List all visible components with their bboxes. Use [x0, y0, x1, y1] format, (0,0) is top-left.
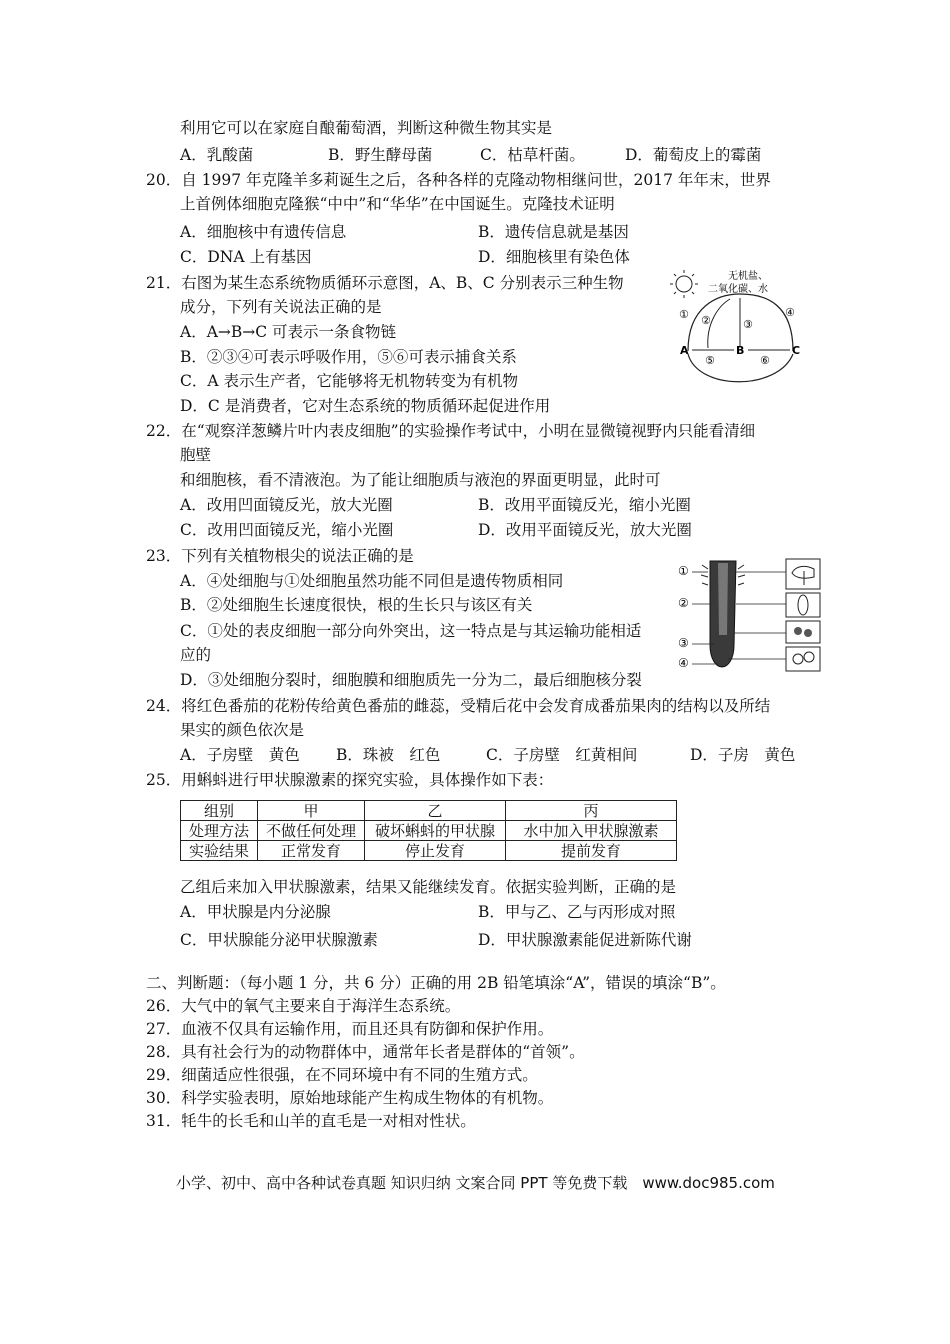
- q20-option-d: D．细胞核里有染色体: [478, 248, 630, 266]
- table-header-cell: 组别: [181, 801, 258, 821]
- experiment-table: [180, 800, 677, 861]
- q23-option-c: C．①处的表皮细胞一部分向外突出，这一特点是与其运输功能相适: [180, 622, 642, 640]
- judge-item: 31．牦牛的长毛和山羊的直毛是一对相对性状。: [146, 1112, 476, 1130]
- diagram-label-5: ⑤: [705, 354, 715, 367]
- diagram-label-4: ④: [785, 306, 795, 319]
- sun-icon: [670, 270, 698, 298]
- q19-stem: 利用它可以在家庭自酿葡萄酒，判断这种微生物其实是: [180, 119, 553, 137]
- q20-option-b: B．遗传信息就是基因: [478, 223, 629, 241]
- q21-stem-line1: 21．右图为某生态系统物质循环示意图，A、B、C 分别表示三种生物: [146, 274, 624, 292]
- q25-after-text: 乙组后来加入甲状腺激素，结果又能继续发育。依据实验判断，正确的是: [180, 878, 677, 896]
- q21-option-c: C．A 表示生产者，它能够将无机物转变为有机物: [180, 372, 518, 390]
- q20-option-a: A．细胞核中有遗传信息: [180, 223, 347, 241]
- q24-stem-line1: 24．将红色番茄的花粉传给黄色番茄的雌蕊，受精后花中会发育成番茄果肉的结构以及所结: [146, 697, 771, 715]
- q19-option-b: B．野生酵母菌: [328, 146, 433, 164]
- root-body: [701, 561, 745, 667]
- q21-option-a: A．A→B→C 可表示一条食物链: [180, 323, 397, 341]
- diagram-node-c: C: [792, 344, 801, 357]
- q25-option-d: D．甲状腺激素能促进新陈代谢: [478, 931, 692, 949]
- root-tip-figure: [678, 555, 823, 675]
- judge-item: 29．细菌适应性很强，在不同环境中有不同的生殖方式。: [146, 1066, 538, 1084]
- cell-detail-1: [786, 559, 820, 589]
- table-cell: 停止发育: [365, 841, 506, 861]
- root-label-2: ②: [678, 596, 689, 610]
- table-row: [181, 821, 677, 841]
- q19-option-d: D．葡萄皮上的霉菌: [625, 146, 762, 164]
- q22-option-a: A．改用凹面镜反光，放大光圈: [180, 496, 393, 514]
- ecosystem-cycle-diagram: [668, 266, 813, 396]
- q22-stem-line3: 和细胞核，看不清液泡。为了能让细胞质与液泡的界面更明显，此时可: [180, 471, 661, 489]
- page-footer: 小学、初中、高中各种试卷真题 知识归纳 文案合同 PPT 等免费下载 www.doc985.com: [176, 1174, 775, 1192]
- root-label-4: ④: [678, 656, 689, 670]
- q22-stem-line1: 22．在“观察洋葱鳞片叶内表皮细胞”的实验操作考试中，小明在显微镜视野内只能看清细: [146, 422, 756, 440]
- q25-stem: 25．用蝌蚪进行甲状腺激素的探究实验，具体操作如下表：: [146, 771, 554, 789]
- q23-option-b: B．②处细胞生长速度很快，根的生长只与该区有关: [180, 596, 533, 614]
- q20-stem-line1: 20．自 1997 年克隆羊多莉诞生之后，各种各样的克隆动物相继问世，2017 年年末，世界: [146, 171, 771, 189]
- diagram-top-label-2: 二氧化碳、水: [708, 284, 768, 295]
- q24-option-b: B．珠被 红色: [336, 746, 441, 764]
- q24-stem-line2: 果实的颜色依次是: [180, 721, 305, 739]
- diagram-label-1: ①: [679, 308, 689, 321]
- diagram-label-3: ③: [743, 318, 753, 331]
- judge-item: 28．具有社会行为的动物群体中，通常年长者是群体的“首领”。: [146, 1043, 585, 1061]
- diagram-node-b: B: [736, 344, 745, 357]
- q23-stem: 23．下列有关植物根尖的说法正确的是: [146, 547, 414, 565]
- q20-stem-line2: 上首例体细胞克隆猴“中中”和“华华”在中国诞生。克隆技术证明: [180, 195, 615, 213]
- root-label-1: ①: [678, 564, 689, 578]
- q24-option-d: D．子房 黄色: [690, 746, 796, 764]
- q19-option-a: A．乳酸菌: [180, 146, 254, 164]
- q21-stem-line2: 成分，下列有关说法正确的是: [180, 298, 382, 316]
- arrow-a-up: [708, 299, 730, 348]
- judge-item: 30．科学实验表明，原始地球能产生构成生物体的有机物。: [146, 1089, 554, 1107]
- q22-option-b: B．改用平面镜反光，缩小光圈: [478, 496, 691, 514]
- table-header-row: [181, 801, 677, 821]
- table-cell: 正常发育: [258, 841, 365, 861]
- judge-item: 27．血液不仅具有运输作用，而且还具有防御和保护作用。: [146, 1020, 554, 1038]
- diagram-top-label-1: 无机盐、: [728, 271, 768, 282]
- judge-item: 26．大气中的氧气主要来自于海洋生态系统。: [146, 997, 461, 1015]
- table-header-cell: 丙: [506, 801, 677, 821]
- table-cell: 提前发育: [506, 841, 677, 861]
- q21-option-b: B．②③④可表示呼吸作用，⑤⑥可表示捕食关系: [180, 348, 517, 366]
- table-row: [181, 841, 677, 861]
- table-cell: 不做任何处理: [258, 821, 365, 841]
- q23-option-a: A．④处细胞与①处细胞虽然功能不同但是遗传物质相同: [180, 572, 564, 590]
- table-cell: 水中加入甲状腺激素: [506, 821, 677, 841]
- table-cell: 实验结果: [181, 841, 258, 861]
- table-cell: 破坏蝌蚪的甲状腺: [365, 821, 506, 841]
- q25-option-b: B．甲与乙、乙与丙形成对照: [478, 903, 676, 921]
- table-header-cell: 甲: [258, 801, 365, 821]
- q21-option-d: D．C 是消费者，它对生态系统的物质循环起促进作用: [180, 397, 551, 415]
- q25-option-a: A．甲状腺是内分泌腺: [180, 903, 331, 921]
- q24-option-a: A．子房壁 黄色: [180, 746, 300, 764]
- q23-option-c-cont: 应的: [180, 646, 212, 664]
- q23-option-d: D．③处细胞分裂时，细胞膜和细胞质先一分为二，最后细胞核分裂: [180, 671, 642, 689]
- root-label-3: ③: [678, 636, 689, 650]
- arc-bottom: [688, 354, 793, 382]
- diagram-label-2: ②: [701, 314, 711, 327]
- cell-detail-4: [786, 647, 820, 671]
- q22-stem-line2: 胞壁: [180, 446, 212, 464]
- cell-detail-2: [786, 593, 820, 617]
- q22-option-c: C．改用凹面镜反光，缩小光圈: [180, 521, 394, 539]
- q20-option-c: C．DNA 上有基因: [180, 248, 312, 266]
- cell-detail-3: [786, 621, 820, 643]
- table-cell: 处理方法: [181, 821, 258, 841]
- q24-option-c: C．子房壁 红黄相间: [486, 746, 638, 764]
- section2-heading: 二、判断题：（每小题 1 分，共 6 分）正确的用 2B 铅笔填涂“A”，错误的填涂“B”。: [146, 974, 726, 992]
- diagram-label-6: ⑥: [760, 354, 770, 367]
- table-header-cell: 乙: [365, 801, 506, 821]
- q25-option-c: C．甲状腺能分泌甲状腺激素: [180, 931, 378, 949]
- q19-option-c: C．枯草杆菌。: [480, 146, 585, 164]
- diagram-node-a: A: [680, 344, 689, 357]
- q22-option-d: D．改用平面镜反光，放大光圈: [478, 521, 692, 539]
